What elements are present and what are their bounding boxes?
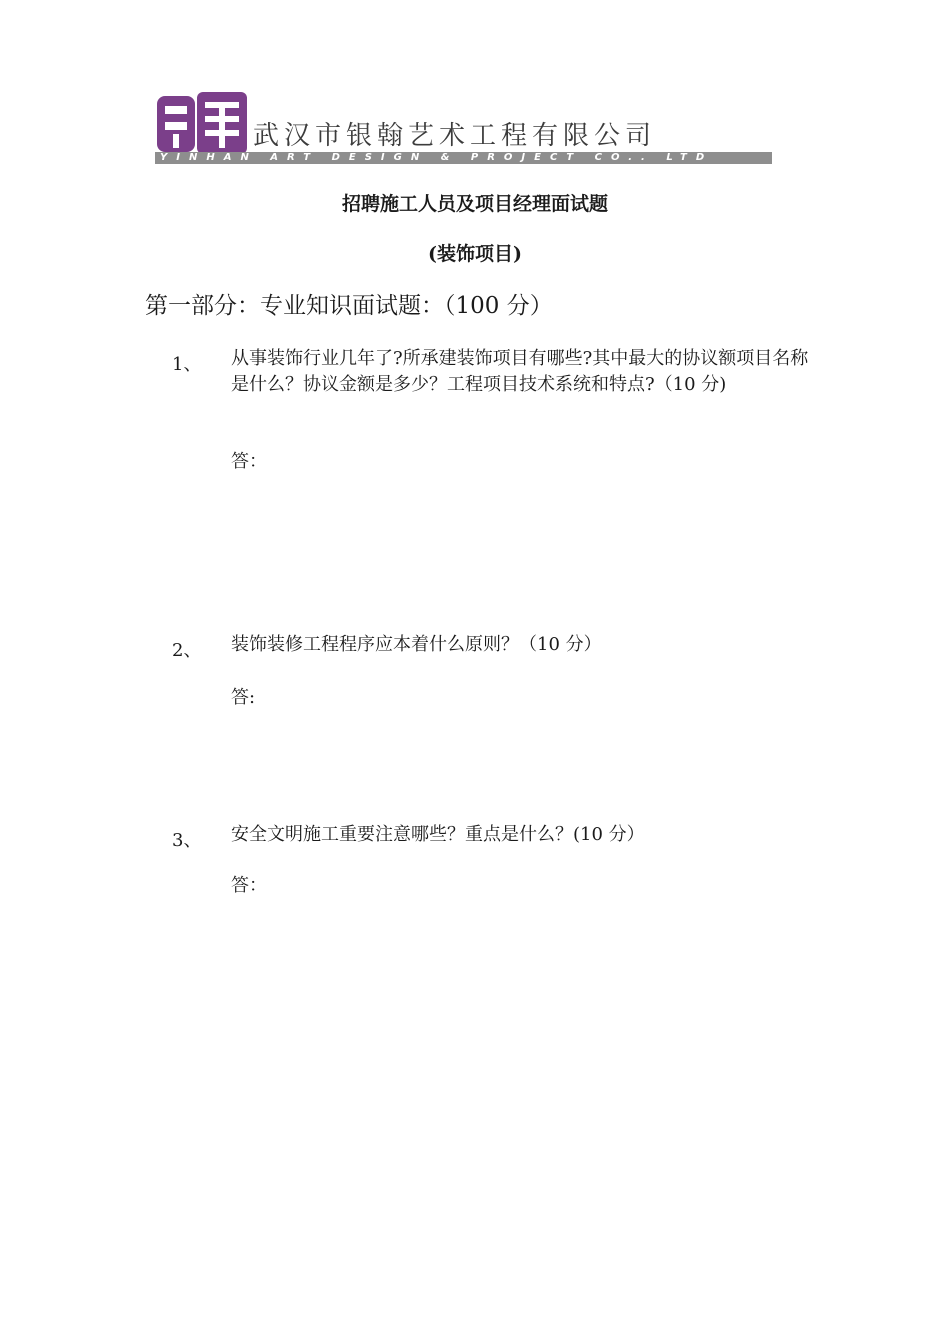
letterhead [155, 90, 775, 165]
question-text: 安全文明施工重要注意哪些？重点是什么？(10 分） [231, 824, 645, 845]
company-name: 武汉市银翰艺术工程有限公司 [253, 121, 657, 151]
page-subtitle: (装饰项目) [428, 243, 522, 265]
question-number: 3、 [172, 830, 202, 851]
question-text: 从事装饰行业几年了?所承建装饰项目有哪些?其中最大的协议额项目名称是什么？协议金额是多少？工程项目技术系统和特点?（10 分) [231, 348, 809, 395]
company-english-bar [155, 152, 772, 164]
answer-label: 答： [231, 875, 267, 896]
question-number: 2、 [172, 640, 202, 661]
company-english-name: YINHAN ART DESIGN & PROJECT CO.. LTD [160, 152, 714, 163]
question-text: 装饰装修工程程序应本着什么原则？（10 分） [231, 634, 602, 655]
question-number: 1、 [172, 354, 202, 375]
answer-label: 答: [231, 687, 256, 708]
page-title: 招聘施工人员及项目经理面试题 [341, 193, 608, 215]
section-heading: 第一部分：专业知识面试题：（100 分） [145, 293, 553, 319]
answer-label: 答： [231, 451, 267, 472]
